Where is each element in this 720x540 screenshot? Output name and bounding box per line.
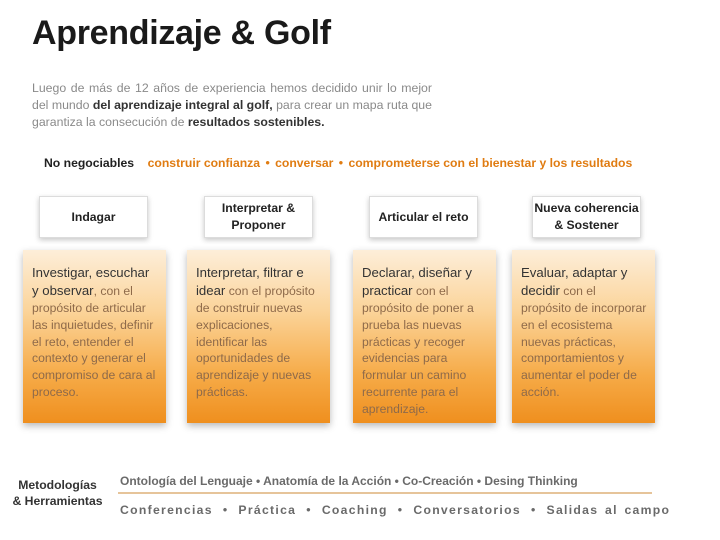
non-negotiables-label: No negociables	[44, 156, 135, 170]
step-header-articular	[369, 196, 478, 238]
non-negotiable-item: comprometerse con el bienestar y los resultados	[348, 156, 633, 170]
step-lead: Investigar, escuchar y observar	[32, 265, 150, 298]
step-body: con el propósito de poner a prueba las nuevas prácticas y recoger evidencias para formular un camino recurrente para el aprendizaje.	[362, 284, 474, 416]
step-header-text: Proponer	[231, 218, 286, 232]
step-box-text	[521, 264, 647, 401]
step-header-nueva-coherencia	[532, 196, 641, 238]
methods-label-line: & Herramientas	[12, 494, 103, 508]
step-box-text	[32, 264, 158, 401]
tool-item: Coaching	[321, 503, 388, 517]
tool-separator: •	[530, 503, 537, 517]
step-box-articular	[353, 250, 496, 423]
step-header-text: Interpretar &	[221, 201, 296, 215]
non-negotiable-separator: •	[265, 156, 270, 170]
tool-item: Salidas al campo	[546, 503, 671, 517]
step-box-text	[196, 264, 322, 401]
step-header-text: Nueva coherencia	[534, 201, 639, 215]
non-negotiables	[44, 156, 632, 170]
divider-line	[118, 492, 652, 494]
step-header-text: Articular el reto	[378, 209, 469, 224]
step-header-interpretar	[204, 196, 313, 238]
step-body: con el propósito de incorporar en el ecosistema nuevas prácticas, comportamientos y aumentar el poder de acción.	[521, 284, 647, 399]
step-box-interpretar	[187, 250, 330, 423]
step-lead: Evaluar, adaptar y decidir	[521, 265, 628, 298]
tool-item: Conversatorios	[413, 503, 521, 517]
methods-label-line: Metodologías	[18, 478, 97, 492]
tool-separator: •	[397, 503, 404, 517]
intro-text-1: Luego de más de 12 años de experiencia hemos decidido unir lo mejor del mundo	[32, 81, 432, 112]
step-box-nueva-coherencia	[512, 250, 655, 423]
non-negotiable-item: construir confianza	[147, 156, 261, 170]
intro-paragraph	[32, 80, 432, 131]
intro-bold-1: del aprendizaje integral al golf,	[92, 98, 273, 112]
intro-bold-2: resultados sostenibles.	[187, 115, 325, 129]
step-header-text: Indagar	[71, 209, 116, 224]
methods-label	[10, 477, 105, 509]
step-header-indagar	[39, 196, 148, 238]
page-title: Aprendizaje & Golf	[32, 14, 331, 52]
step-lead: Interpretar, filtrar e idear	[196, 265, 304, 298]
step-body: con el propósito de construir nuevas explicaciones, identificar las oportunidades de aprendizaje y nuevas prácticas.	[196, 284, 315, 399]
step-box-indagar	[23, 250, 166, 423]
methodologies-list: Ontología del Lenguaje • Anatomía de la Acción • Co-Creación • Desing Thinking	[120, 474, 578, 488]
step-box-text	[362, 264, 488, 418]
intro-text-2: para crear un mapa ruta que garantiza la consecución de	[32, 98, 432, 129]
tool-item: Práctica	[238, 503, 297, 517]
step-body: , con el propósito de articular las inquietudes, definir el reto, entender el contexto y generar el compromiso de cara al proceso.	[32, 284, 156, 399]
tool-separator: •	[222, 503, 229, 517]
tool-item: Conferencias	[120, 503, 213, 517]
non-negotiable-item: conversar	[275, 156, 334, 170]
step-lead: Declarar, diseñar y practicar	[362, 265, 472, 298]
tools-list	[120, 503, 670, 517]
non-negotiable-separator: •	[338, 156, 344, 170]
tool-separator: •	[306, 503, 312, 517]
step-header-text: & Sostener	[554, 218, 619, 232]
